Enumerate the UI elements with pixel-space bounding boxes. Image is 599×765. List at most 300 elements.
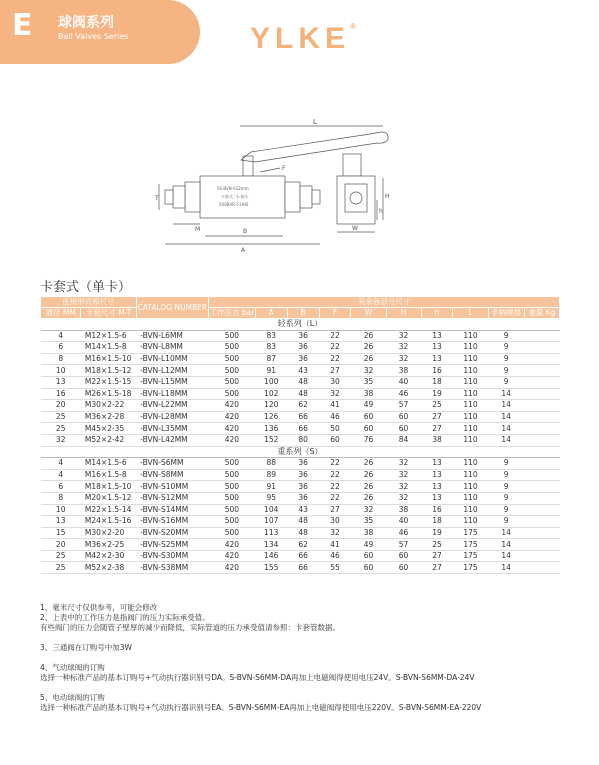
table-cell: M26×1.5-18 bbox=[81, 388, 136, 400]
table-cell: 120 bbox=[255, 400, 287, 412]
table-cell: 32 bbox=[386, 342, 421, 354]
table-cell: 20 bbox=[41, 539, 81, 551]
table-cell: 25 bbox=[421, 539, 453, 551]
table-cell: 25 bbox=[41, 562, 81, 574]
table-cell: 110 bbox=[453, 492, 488, 504]
table-cell: 14 bbox=[488, 388, 524, 400]
column-header: 手柄规格 bbox=[488, 308, 524, 319]
table-cell: 35 bbox=[351, 376, 386, 388]
table-cell: M14×1.5-6 bbox=[81, 458, 136, 470]
table-cell: 110 bbox=[453, 376, 488, 388]
table-cell bbox=[524, 423, 559, 435]
table-row bbox=[41, 365, 560, 377]
table-cell: 27 bbox=[421, 550, 453, 562]
table-cell: 66 bbox=[287, 562, 319, 574]
table-cell: 22 bbox=[319, 492, 351, 504]
table-cell: 32 bbox=[351, 365, 386, 377]
table-cell: 57 bbox=[386, 539, 421, 551]
table-cell: 175 bbox=[453, 550, 488, 562]
table-cell: 38 bbox=[386, 365, 421, 377]
table-cell: 32 bbox=[386, 330, 421, 342]
column-header: 工作压力 bar bbox=[209, 308, 255, 317]
table-cell: -BVN-S20MM bbox=[136, 527, 208, 539]
table-cell: 36 bbox=[287, 330, 319, 342]
table-cell: -BVN-S25MM bbox=[136, 539, 208, 551]
table-row bbox=[41, 423, 560, 435]
table-cell: 25 bbox=[41, 550, 81, 562]
table-cell: 46 bbox=[386, 527, 421, 539]
table-cell: 155 bbox=[255, 562, 287, 574]
table-cell: 134 bbox=[255, 539, 287, 551]
table-cell: 110 bbox=[453, 411, 488, 423]
table-cell: 32 bbox=[319, 527, 351, 539]
table-cell: 500 bbox=[208, 365, 255, 377]
series-row bbox=[41, 446, 560, 458]
table-cell: 46 bbox=[319, 411, 351, 423]
table-cell: 60 bbox=[386, 411, 421, 423]
note-5: 5、电动球阀的订购 bbox=[40, 693, 105, 702]
table-cell: -BVN-L12MM bbox=[136, 365, 208, 377]
table-cell: 6 bbox=[41, 342, 81, 354]
table-cell: 32 bbox=[386, 481, 421, 493]
table-cell: 48 bbox=[287, 376, 319, 388]
table-cell: -BVN-S10MM bbox=[136, 481, 208, 493]
table-section-title: 卡套式（单卡） bbox=[40, 280, 132, 295]
table-cell: 110 bbox=[453, 481, 488, 493]
table-cell: 41 bbox=[319, 400, 351, 412]
table-cell: 110 bbox=[453, 423, 488, 435]
table-cell: 9 bbox=[488, 481, 524, 493]
table-cell: 20 bbox=[41, 400, 81, 412]
table-cell: 36 bbox=[287, 492, 319, 504]
table-cell: 13 bbox=[421, 481, 453, 493]
table-cell: 30 bbox=[319, 376, 351, 388]
table-cell: 48 bbox=[287, 388, 319, 400]
section-letter: E bbox=[12, 8, 33, 43]
table-cell: 110 bbox=[453, 434, 488, 446]
column-header: B bbox=[287, 308, 319, 319]
table-cell bbox=[524, 469, 559, 481]
table-cell: 38 bbox=[421, 434, 453, 446]
table-cell: 146 bbox=[255, 550, 287, 562]
table-cell: 15 bbox=[41, 527, 81, 539]
table-cell: 9 bbox=[488, 458, 524, 470]
table-cell: 500 bbox=[208, 353, 255, 365]
table-row bbox=[41, 539, 560, 551]
table-cell: M45×2-35 bbox=[81, 423, 136, 435]
table-cell: 500 bbox=[208, 469, 255, 481]
table-cell: -BVN-L10MM bbox=[136, 353, 208, 365]
table-cell: 113 bbox=[255, 527, 287, 539]
table-cell: 14 bbox=[488, 411, 524, 423]
table-cell: 420 bbox=[208, 400, 255, 412]
table-cell: 60 bbox=[386, 423, 421, 435]
table-cell: 110 bbox=[453, 504, 488, 516]
dim-label-L: L bbox=[313, 118, 317, 126]
table-cell: 36 bbox=[287, 342, 319, 354]
note-4: 4、气动球阀的订购 bbox=[40, 663, 105, 672]
table-cell: 27 bbox=[421, 423, 453, 435]
table-cell bbox=[524, 342, 559, 354]
table-row bbox=[41, 330, 560, 342]
table-cell: 22 bbox=[319, 458, 351, 470]
table-cell: 10 bbox=[41, 504, 81, 516]
table-cell: 22 bbox=[319, 342, 351, 354]
table-cell: 25 bbox=[41, 411, 81, 423]
table-cell: 6 bbox=[41, 481, 81, 493]
dim-label-M: M bbox=[195, 226, 201, 233]
table-cell: 4 bbox=[41, 458, 81, 470]
table-cell: 80 bbox=[287, 434, 319, 446]
table-cell: 38 bbox=[351, 527, 386, 539]
table-cell: 14 bbox=[488, 539, 524, 551]
table-cell bbox=[524, 365, 559, 377]
note-2: 2、上表中的工作压力是指阀门的压力实际承受值。 bbox=[40, 613, 210, 622]
section-title: 球阀系列 bbox=[58, 15, 114, 31]
table-cell bbox=[524, 376, 559, 388]
dim-label-W: W bbox=[352, 225, 358, 232]
table-cell: M52×2-38 bbox=[81, 562, 136, 574]
table-cell: 49 bbox=[351, 539, 386, 551]
series-title: 轻系列（L） bbox=[41, 319, 560, 331]
table-cell: 32 bbox=[386, 353, 421, 365]
table-cell: 4 bbox=[41, 330, 81, 342]
table-cell: 4 bbox=[41, 469, 81, 481]
table-cell: 60 bbox=[319, 434, 351, 446]
table-cell: 13 bbox=[421, 492, 453, 504]
table-cell: -BVN-S30MM bbox=[136, 550, 208, 562]
table-cell: 14 bbox=[488, 434, 524, 446]
table-cell: -BVN-L15MM bbox=[136, 376, 208, 388]
table-cell bbox=[524, 516, 559, 528]
table-cell: 48 bbox=[287, 527, 319, 539]
table-cell: 40 bbox=[386, 376, 421, 388]
table-cell: M20×1.5-12 bbox=[81, 492, 136, 504]
table-cell: 32 bbox=[351, 504, 386, 516]
table-cell: -BVN-L18MM bbox=[136, 388, 208, 400]
table-cell: -BVN-S38MM bbox=[136, 562, 208, 574]
table-cell: 13 bbox=[41, 376, 81, 388]
table-cell: -BVN-L6MM bbox=[136, 330, 208, 342]
dim-label-F: F bbox=[282, 165, 286, 172]
group-header-connection: 连接形式和尺寸 bbox=[41, 297, 137, 308]
table-cell: 136 bbox=[255, 423, 287, 435]
table-cell: 22 bbox=[319, 353, 351, 365]
note-2b: 有些阀门的压力会随管子壁厚的减少而降低，实际管道的压力承受值请参照：卡套管数据。 bbox=[40, 623, 340, 632]
table-cell: 500 bbox=[208, 388, 255, 400]
table-cell: 26 bbox=[351, 330, 386, 342]
note-3: 3、三通阀在订购号中加3W bbox=[40, 643, 132, 652]
table-cell: 83 bbox=[255, 330, 287, 342]
table-cell: 27 bbox=[319, 365, 351, 377]
column-header: 通径 MM bbox=[41, 308, 81, 319]
table-row bbox=[41, 492, 560, 504]
table-row bbox=[41, 400, 560, 412]
table-cell: M30×2-22 bbox=[81, 400, 136, 412]
table-cell: 13 bbox=[41, 516, 81, 528]
table-cell: -BVN-S16MM bbox=[136, 516, 208, 528]
table-cell: 22 bbox=[319, 330, 351, 342]
table-cell: 110 bbox=[453, 469, 488, 481]
table-cell: 62 bbox=[287, 400, 319, 412]
table-cell: 9 bbox=[488, 469, 524, 481]
table-cell: 91 bbox=[255, 481, 287, 493]
column-header: h bbox=[421, 308, 453, 319]
table-cell: 16 bbox=[421, 504, 453, 516]
table-cell: 10 bbox=[41, 365, 81, 377]
table-cell: 152 bbox=[255, 434, 287, 446]
table-cell bbox=[524, 330, 559, 342]
table-cell: 500 bbox=[208, 516, 255, 528]
table-cell: 126 bbox=[255, 411, 287, 423]
spec-table bbox=[40, 296, 560, 574]
table-cell: 66 bbox=[287, 423, 319, 435]
table-cell: 38 bbox=[386, 504, 421, 516]
table-cell: 25 bbox=[421, 400, 453, 412]
table-cell: 89 bbox=[255, 469, 287, 481]
table-row bbox=[41, 411, 560, 423]
dim-label-B: B bbox=[243, 228, 248, 235]
table-cell: 420 bbox=[208, 423, 255, 435]
table-cell: M42×2-30 bbox=[81, 550, 136, 562]
note-5b: 选择一种标准产品的基本订购号+气动执行器识别号EA。S-BVN-S6MM-EA再加上电磁阀得使用电压220V。S-BVN-S6MM-EA-220V bbox=[40, 703, 482, 712]
table-cell: M22×1.5-15 bbox=[81, 376, 136, 388]
series-row bbox=[41, 319, 560, 331]
table-cell: 14 bbox=[488, 527, 524, 539]
table-cell: 500 bbox=[208, 330, 255, 342]
section-tab bbox=[0, 0, 200, 64]
table-cell: 14 bbox=[488, 400, 524, 412]
table-cell: 9 bbox=[488, 492, 524, 504]
table-cell: 9 bbox=[488, 330, 524, 342]
table-cell: 500 bbox=[208, 504, 255, 516]
table-cell: 32 bbox=[386, 469, 421, 481]
table-cell: M36×2-25 bbox=[81, 539, 136, 551]
section-subtitle: Ball Valves Series bbox=[58, 32, 129, 41]
table-cell: M22×1.5-14 bbox=[81, 504, 136, 516]
table-cell: 41 bbox=[319, 539, 351, 551]
table-cell: 420 bbox=[208, 562, 255, 574]
table-cell: 60 bbox=[351, 562, 386, 574]
table-row bbox=[41, 481, 560, 493]
table-cell: M14×1.5-8 bbox=[81, 342, 136, 354]
table-cell: 110 bbox=[453, 388, 488, 400]
table-cell: 100 bbox=[255, 376, 287, 388]
table-cell: 87 bbox=[255, 353, 287, 365]
table-cell: 38 bbox=[351, 388, 386, 400]
table-row bbox=[41, 527, 560, 539]
valve-drawing bbox=[155, 112, 415, 262]
note-4b: 选择一种标准产品的基本订购号+气动执行器识别号DA。S-BVN-S6MM-DA再加上电磁阀得使用电压24V。S-BVN-S6MM-DA-24V bbox=[40, 673, 475, 682]
table-cell: 25 bbox=[41, 423, 81, 435]
table-cell: 13 bbox=[421, 469, 453, 481]
table-cell: 9 bbox=[488, 342, 524, 354]
table-cell: 104 bbox=[255, 504, 287, 516]
table-cell bbox=[524, 388, 559, 400]
table-cell: M16×1.5-10 bbox=[81, 353, 136, 365]
table-cell: 500 bbox=[208, 376, 255, 388]
table-cell: 420 bbox=[208, 411, 255, 423]
table-cell: M24×1.5-16 bbox=[81, 516, 136, 528]
table-cell bbox=[524, 539, 559, 551]
plate-line-2: 卡套式一L·接头 bbox=[221, 194, 249, 199]
table-cell: 60 bbox=[386, 550, 421, 562]
table-cell: 22 bbox=[319, 481, 351, 493]
table-cell: -BVN-L8MM bbox=[136, 342, 208, 354]
table-cell: 110 bbox=[453, 365, 488, 377]
table-cell bbox=[524, 458, 559, 470]
table-cell: 57 bbox=[386, 400, 421, 412]
table-cell: 14 bbox=[488, 550, 524, 562]
table-cell: 36 bbox=[287, 469, 319, 481]
group-header-dims: 其余各部分尺寸 bbox=[208, 297, 559, 308]
table-cell: 95 bbox=[255, 492, 287, 504]
table-row bbox=[41, 353, 560, 365]
table-cell: 22 bbox=[319, 469, 351, 481]
table-cell: 32 bbox=[386, 458, 421, 470]
table-row bbox=[41, 562, 560, 574]
table-cell: -BVN-L35MM bbox=[136, 423, 208, 435]
table-cell: -BVN-S12MM bbox=[136, 492, 208, 504]
dim-label-A: A bbox=[241, 247, 246, 254]
table-cell: 110 bbox=[453, 400, 488, 412]
table-cell: 36 bbox=[287, 481, 319, 493]
table-cell: 36 bbox=[287, 353, 319, 365]
table-cell: -BVN-S8MM bbox=[136, 469, 208, 481]
table-cell bbox=[524, 550, 559, 562]
table-cell: 26 bbox=[351, 458, 386, 470]
table-cell: 107 bbox=[255, 516, 287, 528]
plate-line-3: 500BAR·5·UHS bbox=[219, 202, 249, 207]
table-cell: 9 bbox=[488, 516, 524, 528]
brand-logo: YLKE® bbox=[250, 22, 356, 55]
table-cell: 60 bbox=[351, 550, 386, 562]
table-cell: 18 bbox=[421, 516, 453, 528]
table-row bbox=[41, 388, 560, 400]
table-cell: 35 bbox=[351, 516, 386, 528]
table-cell: 14 bbox=[488, 562, 524, 574]
table-cell bbox=[524, 527, 559, 539]
table-cell bbox=[524, 492, 559, 504]
dim-label-T: T bbox=[155, 195, 159, 202]
table-cell: 110 bbox=[453, 342, 488, 354]
table-cell bbox=[524, 434, 559, 446]
table-cell: 18 bbox=[421, 376, 453, 388]
table-cell: 110 bbox=[453, 330, 488, 342]
table-cell: 420 bbox=[208, 550, 255, 562]
table-cell: 60 bbox=[351, 411, 386, 423]
table-cell: 14 bbox=[488, 423, 524, 435]
table-row bbox=[41, 504, 560, 516]
table-cell: 500 bbox=[208, 458, 255, 470]
column-header: 卡套尺寸 M-T bbox=[81, 308, 136, 319]
table-cell: 8 bbox=[41, 492, 81, 504]
table-cell: 8 bbox=[41, 353, 81, 365]
table-cell: -BVN-S6MM bbox=[136, 458, 208, 470]
table-row bbox=[41, 342, 560, 354]
table-cell: 27 bbox=[421, 562, 453, 574]
table-cell: 32 bbox=[319, 388, 351, 400]
table-cell: 175 bbox=[453, 539, 488, 551]
table-cell bbox=[524, 411, 559, 423]
table-cell: 49 bbox=[351, 400, 386, 412]
table-cell: 60 bbox=[351, 423, 386, 435]
table-cell: -BVN-L22MM bbox=[136, 400, 208, 412]
table-cell: M18×1.5-12 bbox=[81, 365, 136, 377]
table-cell: 420 bbox=[208, 434, 255, 446]
table-cell: 43 bbox=[287, 365, 319, 377]
table-row bbox=[41, 516, 560, 528]
table-cell: 9 bbox=[488, 365, 524, 377]
column-header: W bbox=[351, 308, 386, 319]
table-cell: 55 bbox=[319, 562, 351, 574]
table-cell: 27 bbox=[421, 411, 453, 423]
table-cell: M16×1.5-8 bbox=[81, 469, 136, 481]
table-cell: 110 bbox=[453, 353, 488, 365]
table-cell bbox=[524, 562, 559, 574]
table-cell: 88 bbox=[255, 458, 287, 470]
table-row bbox=[41, 469, 560, 481]
table-cell: 26 bbox=[351, 353, 386, 365]
table-cell: 175 bbox=[453, 562, 488, 574]
column-header: H bbox=[386, 308, 421, 319]
dim-label-H: H bbox=[385, 193, 390, 200]
plate-line-1: SS-BVN-S12mm bbox=[217, 186, 249, 191]
table-cell: 500 bbox=[208, 342, 255, 354]
table-cell bbox=[524, 481, 559, 493]
table-cell: 9 bbox=[488, 353, 524, 365]
table-cell: 48 bbox=[287, 516, 319, 528]
table-cell: 110 bbox=[453, 458, 488, 470]
table-cell: 13 bbox=[421, 353, 453, 365]
table-cell: 26 bbox=[351, 469, 386, 481]
table-cell: 13 bbox=[421, 330, 453, 342]
series-title: 重系列（S） bbox=[41, 446, 560, 458]
table-cell: 66 bbox=[287, 411, 319, 423]
table-cell: 40 bbox=[386, 516, 421, 528]
group-header-catalog: CATALOG NUMBER bbox=[136, 297, 208, 319]
table-cell: M12×1.5-6 bbox=[81, 330, 136, 342]
table-cell: 26 bbox=[351, 481, 386, 493]
table-cell: M52×2-42 bbox=[81, 434, 136, 446]
table-cell: 9 bbox=[488, 504, 524, 516]
table-cell: 50 bbox=[319, 423, 351, 435]
table-cell: 76 bbox=[351, 434, 386, 446]
note-1: 1、毫米尺寸仅供参考，可能会修改 bbox=[40, 603, 158, 612]
table-row bbox=[41, 458, 560, 470]
table-cell: 16 bbox=[41, 388, 81, 400]
table-cell: 36 bbox=[287, 458, 319, 470]
table-cell: 102 bbox=[255, 388, 287, 400]
table-cell: 32 bbox=[41, 434, 81, 446]
table-cell: M36×2-28 bbox=[81, 411, 136, 423]
table-cell: 175 bbox=[453, 527, 488, 539]
table-cell: 46 bbox=[319, 550, 351, 562]
table-cell: M30×2-20 bbox=[81, 527, 136, 539]
table-cell: 66 bbox=[287, 550, 319, 562]
column-header: L bbox=[453, 308, 488, 319]
table-cell: 26 bbox=[351, 342, 386, 354]
table-cell: 19 bbox=[421, 388, 453, 400]
table-cell: 46 bbox=[386, 388, 421, 400]
table-cell: 500 bbox=[208, 527, 255, 539]
table-row bbox=[41, 434, 560, 446]
table-cell bbox=[524, 504, 559, 516]
table-row bbox=[41, 376, 560, 388]
table-cell: 32 bbox=[386, 492, 421, 504]
table-cell: -BVN-S14MM bbox=[136, 504, 208, 516]
table-cell: 500 bbox=[208, 481, 255, 493]
